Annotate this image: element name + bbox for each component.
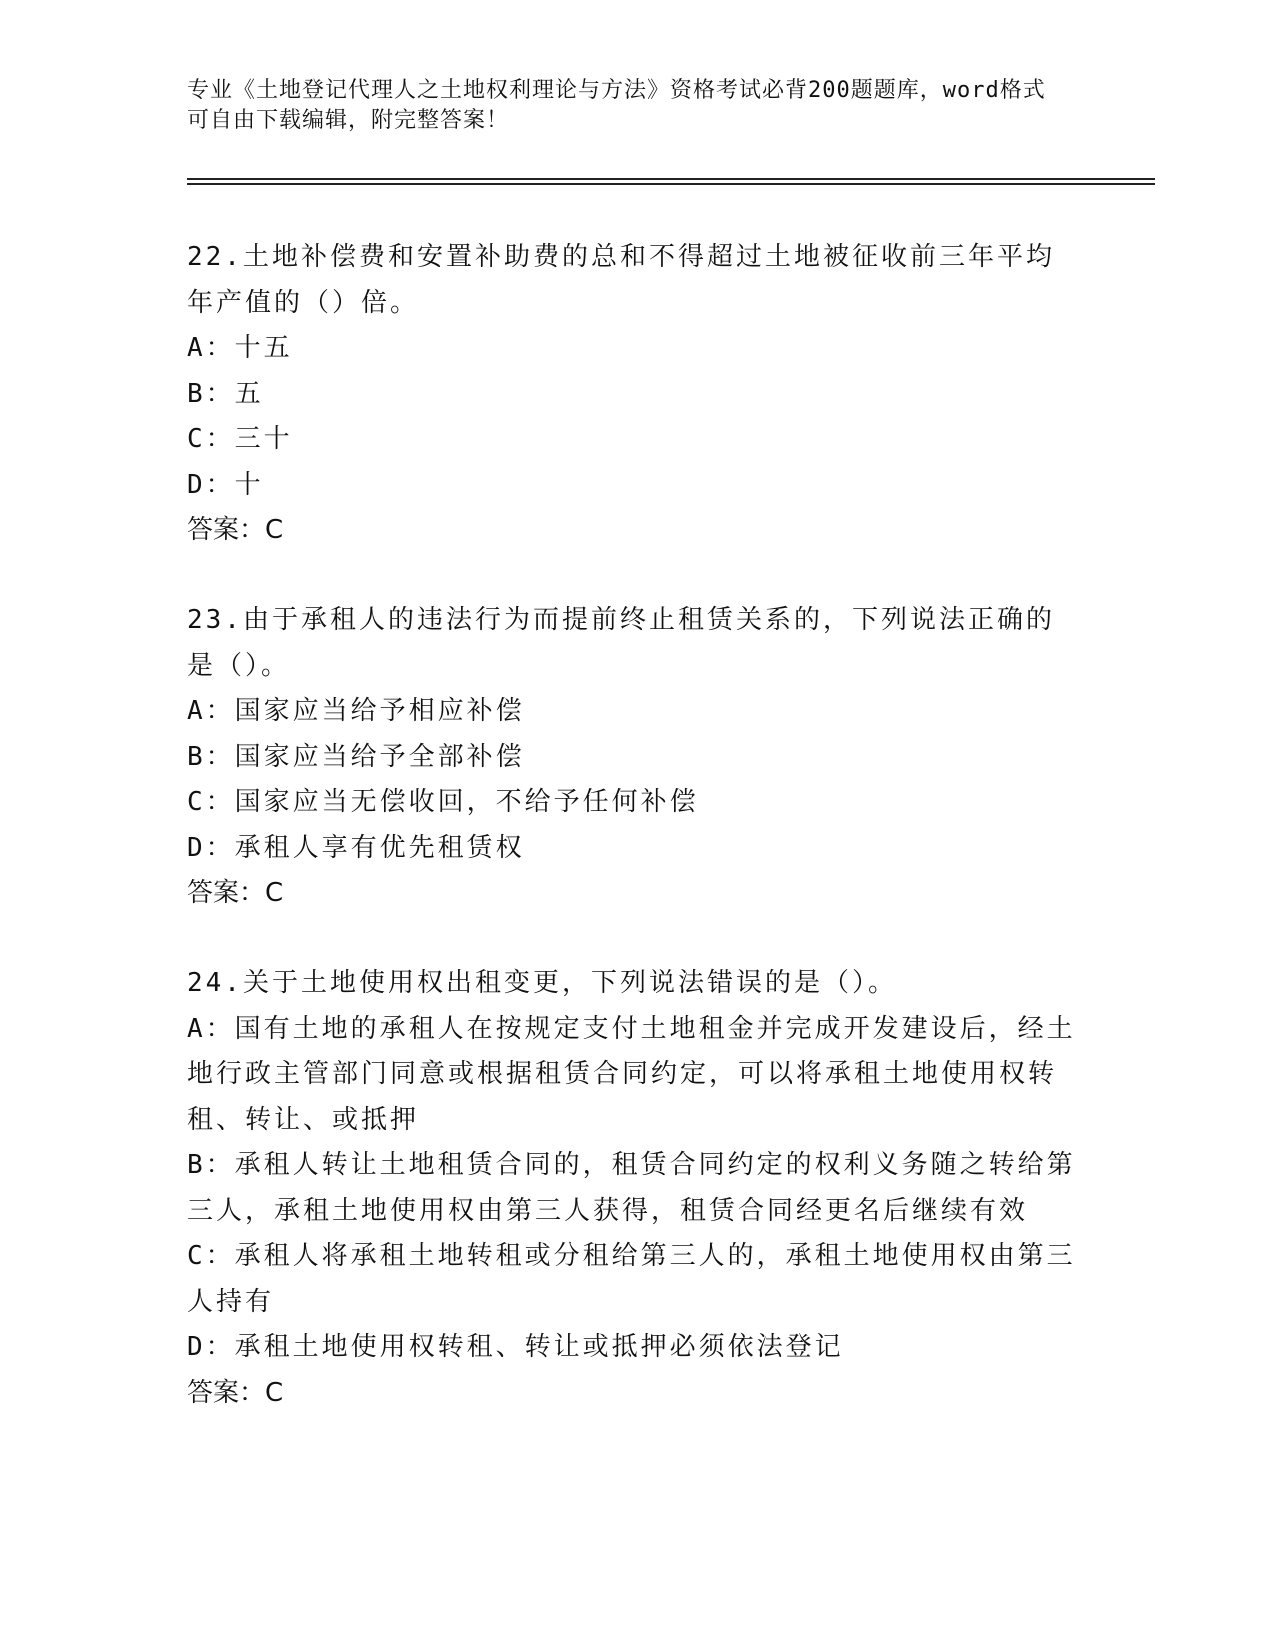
answer-line: 答案：C (187, 1377, 284, 1408)
option-a: A：国家应当给予相应补偿 (187, 696, 525, 726)
option-c: C：国家应当无偿收回，不给予任何补偿 (187, 787, 699, 817)
option-a: A：国有土地的承租人在按规定支付土地租金并完成开发建设后，经土地行政主管部门同意或根据租赁合同约定，可以将承租土地使用权转租、转让、或抵押 (187, 1013, 1076, 1135)
document-header (187, 76, 1067, 136)
answer-line: 答案：C (187, 878, 284, 908)
question-stem: 22.土地补偿费和安置补助费的总和不得超过土地被征收前三年平均年产值的（）倍。 (187, 242, 1055, 318)
option-a: A：十五 (187, 333, 293, 363)
question-stem: 23.由于承租人的违法行为而提前终止租赁关系的，下列说法正确的是（）。 (187, 605, 1055, 681)
option-c: C：承租人将承租土地转租或分租给第三人的，承租土地使用权由第三人持有 (187, 1241, 1076, 1317)
header-divider-top (187, 178, 1155, 180)
header-text: 专业《土地登记代理人之土地权利理论与方法》资格考试必背200题题库，word格式可自由下载编辑，附完整答案！ (187, 78, 1046, 133)
option-d: D：十 (187, 469, 264, 500)
option-b: B：五 (187, 378, 264, 409)
question-22 (187, 235, 1077, 554)
option-d: D：承租土地使用权转租、转让或抵押必须依法登记 (187, 1332, 844, 1362)
question-stem: 24.关于土地使用权出租变更，下列说法错误的是（）。 (187, 968, 897, 998)
question-24 (187, 961, 1077, 1416)
header-divider-bottom (187, 183, 1155, 185)
option-d: D：承租人享有优先租赁权 (187, 832, 525, 863)
option-c: C：三十 (187, 424, 293, 454)
question-23 (187, 598, 1077, 917)
option-b: B：国家应当给予全部补偿 (187, 741, 525, 772)
answer-line: 答案：C (187, 515, 284, 545)
option-b: B：承租人转让土地租赁合同的，租赁合同约定的权利义务随之转给第三人，承租土地使用权由第三人获得，租赁合同经更名后继续有效 (187, 1150, 1076, 1226)
